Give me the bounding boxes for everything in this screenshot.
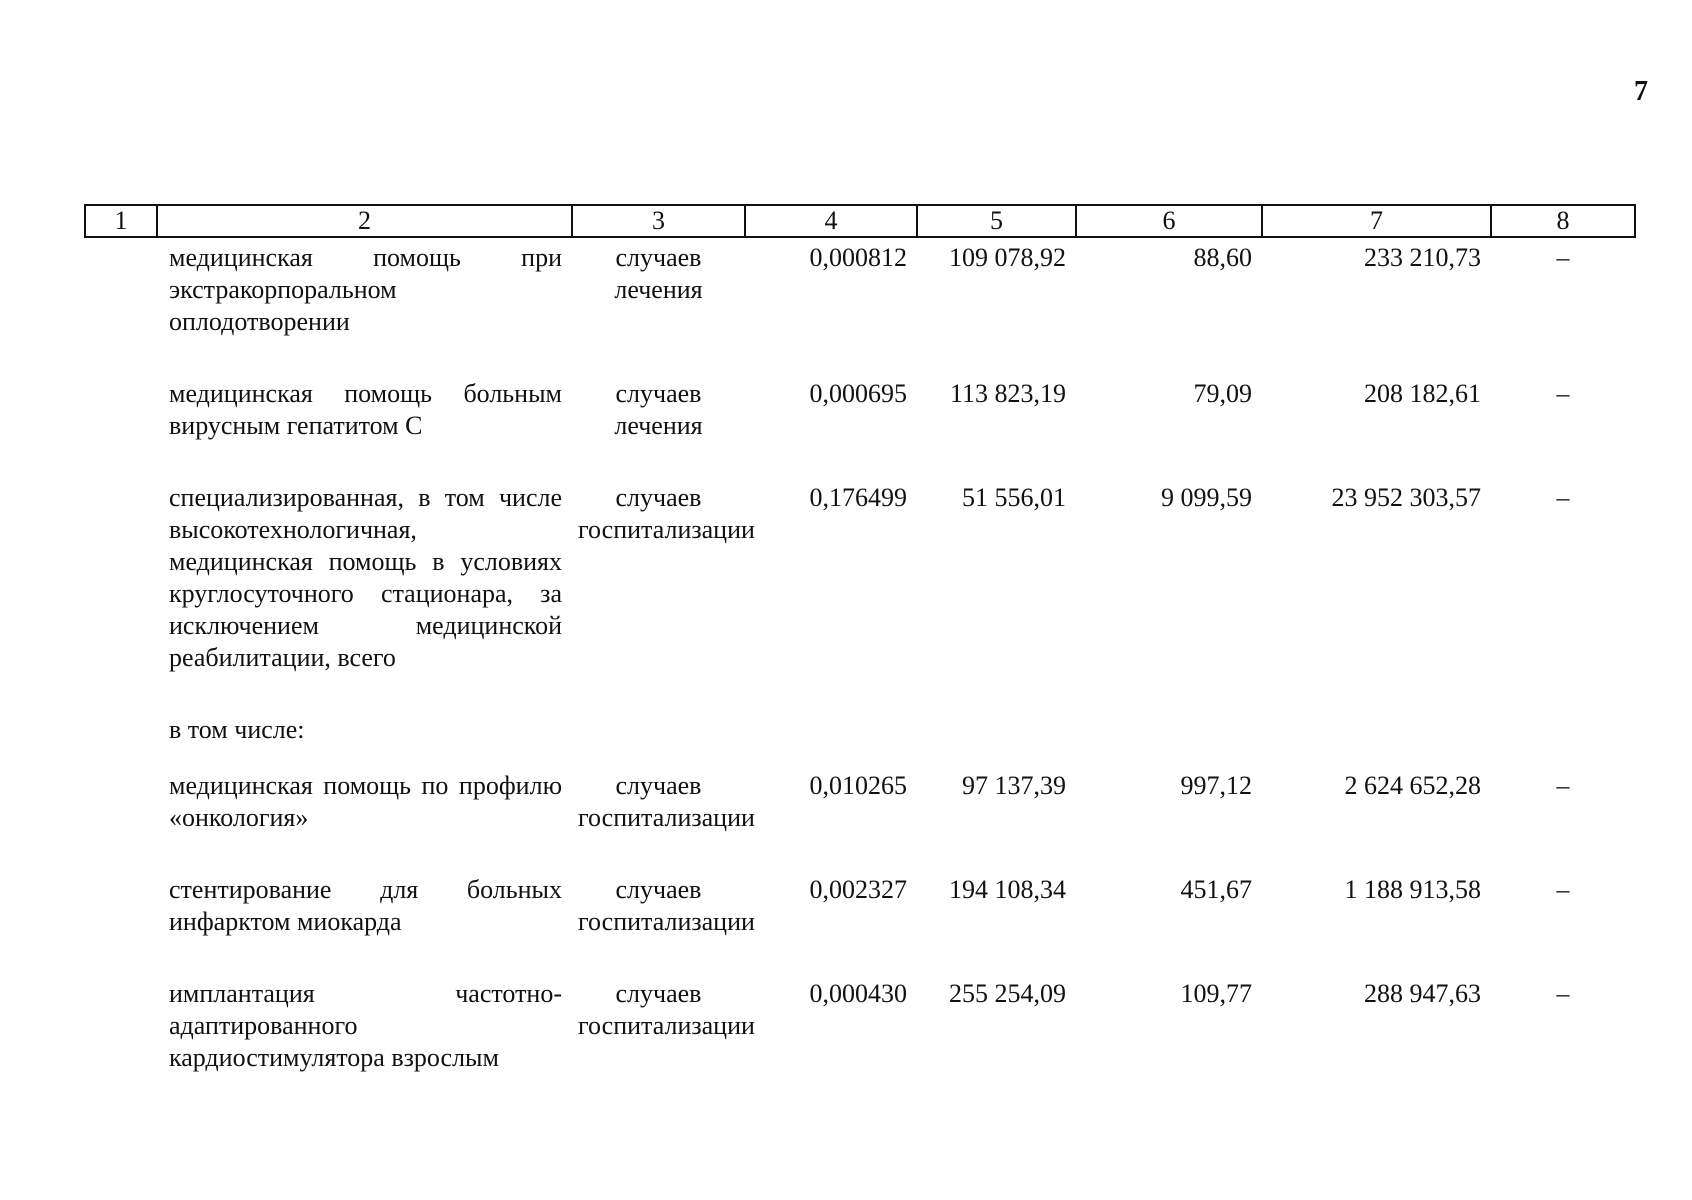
table-row — [85, 978, 1635, 1114]
row-value-8: – — [1556, 379, 1570, 408]
row-value-4: 0,002327 — [809, 875, 907, 904]
row-value-4: 0,000812 — [809, 243, 907, 272]
row-unit: случаев лечения — [614, 243, 703, 304]
column-header-8: 8 — [1491, 205, 1635, 237]
row-value-5: 97 137,39 — [962, 771, 1066, 800]
row-name: медицинская помощь больным вирусным гепатитом С — [169, 379, 562, 440]
row-value-5: 113 823,19 — [949, 379, 1066, 408]
row-value-6: 9 099,59 — [1161, 483, 1252, 512]
row-name: специализированная, в том числе высокотехнологичная, медицинская помощь в условиях круглосуточного стационара, за исключением медицинской реабилитации, всего — [169, 483, 562, 672]
row-value-7: 23 952 303,57 — [1331, 483, 1481, 512]
row-value-4: 0,176499 — [809, 483, 907, 512]
row-subheading: в том числе: — [169, 715, 305, 744]
table-row — [85, 482, 1635, 714]
cell-index — [85, 237, 157, 378]
row-value-4: 0,010265 — [809, 771, 907, 800]
row-value-6: 997,12 — [1180, 771, 1252, 800]
data-table-container — [84, 204, 1634, 1114]
row-value-8: – — [1556, 243, 1570, 272]
column-header-7: 7 — [1262, 205, 1491, 237]
cell-index — [85, 714, 157, 770]
row-name: стентирование для больных инфарктом миокарда — [169, 875, 562, 936]
row-value-5: 194 108,34 — [949, 875, 1066, 904]
cell-index — [85, 874, 157, 978]
row-unit: случаев госпитализации — [578, 875, 755, 936]
row-value-8: – — [1556, 771, 1570, 800]
row-value-7: 1 188 913,58 — [1344, 875, 1481, 904]
column-header-1: 1 — [85, 205, 157, 237]
table-row — [85, 874, 1635, 978]
row-value-7: 2 624 652,28 — [1344, 771, 1481, 800]
row-value-8: – — [1556, 483, 1570, 512]
row-value-6: 451,67 — [1180, 875, 1252, 904]
table-row — [85, 237, 1635, 378]
row-value-7: 233 210,73 — [1364, 243, 1481, 272]
table-row — [85, 378, 1635, 482]
cell-index — [85, 378, 157, 482]
row-name: медицинская помощь при экстракорпоральном оплодотворении — [169, 243, 562, 336]
column-header-5: 5 — [917, 205, 1076, 237]
column-header-3: 3 — [572, 205, 745, 237]
row-unit: случаев госпитализации — [578, 771, 755, 832]
row-value-6: 79,09 — [1193, 379, 1252, 408]
row-value-5: 109 078,92 — [949, 243, 1066, 272]
row-value-7: 288 947,63 — [1364, 979, 1481, 1008]
column-header-2: 2 — [157, 205, 572, 237]
row-value-5: 255 254,09 — [949, 979, 1066, 1008]
row-unit: случаев лечения — [614, 379, 703, 440]
table-subheading-row — [85, 714, 1635, 770]
header-row — [85, 205, 1635, 237]
page-number: 7 — [1634, 76, 1648, 107]
row-value-5: 51 556,01 — [962, 483, 1066, 512]
column-header-6: 6 — [1076, 205, 1262, 237]
row-value-6: 109,77 — [1180, 979, 1252, 1008]
row-unit: случаев госпитализации — [578, 483, 755, 544]
column-header-4: 4 — [745, 205, 917, 237]
row-value-4: 0,000430 — [809, 979, 907, 1008]
row-name: медицинская помощь по профилю «онкология» — [169, 771, 562, 832]
row-name: имплантация частотно-адаптированного кардиостимулятора взрослым — [169, 979, 562, 1072]
row-value-7: 208 182,61 — [1364, 379, 1481, 408]
row-unit: случаев госпитализации — [578, 979, 755, 1040]
cell-index — [85, 482, 157, 714]
row-value-4: 0,000695 — [809, 379, 907, 408]
row-value-8: – — [1556, 979, 1570, 1008]
table-row — [85, 770, 1635, 874]
data-table — [84, 204, 1636, 1114]
cell-index — [85, 978, 157, 1114]
cell-index — [85, 770, 157, 874]
row-value-8: – — [1556, 875, 1570, 904]
row-value-6: 88,60 — [1193, 243, 1252, 272]
